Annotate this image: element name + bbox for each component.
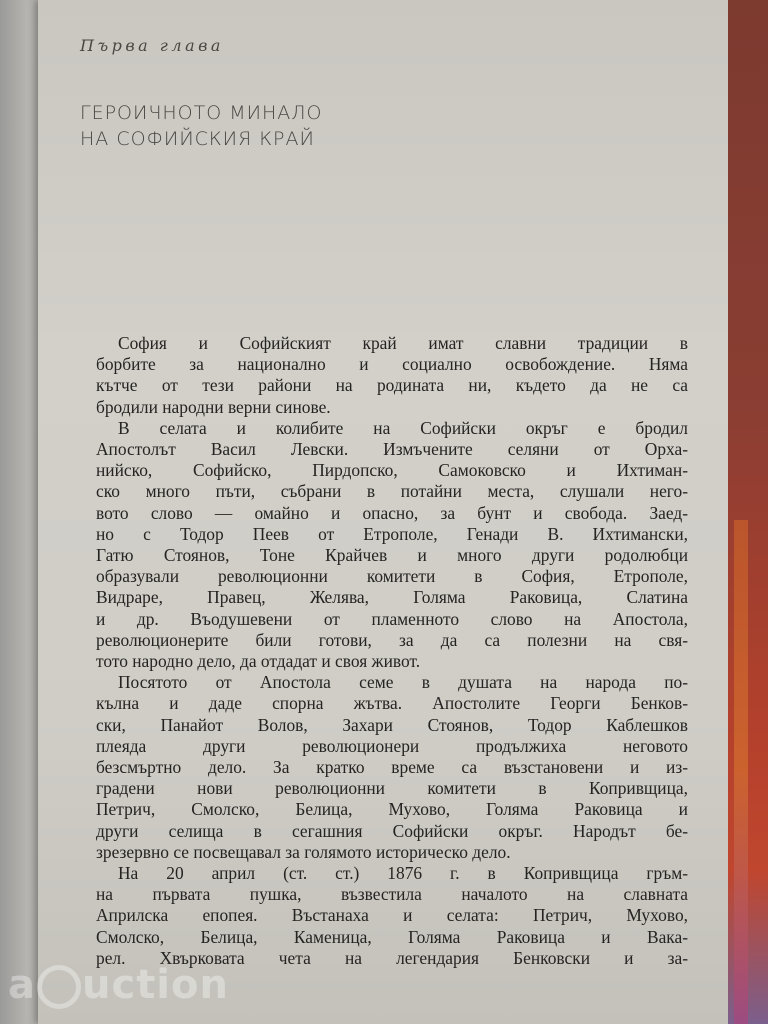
text-line: зрезервно се посвещавал за голямото историческо дело. xyxy=(96,841,511,862)
text-line: нийско, Софийско, Пирдопско, Самоковско и Ихтиман- xyxy=(96,460,688,481)
text-line: Посятото от Апостола семе в душата на народа по- xyxy=(118,672,688,693)
chapter-label: Първа глава xyxy=(80,36,224,55)
text-line: безсмъртно дело. За кратко време са възстановени и из- xyxy=(96,757,688,778)
text-line: Видраре, Правец, Желява, Голяма Раковица, Слатина xyxy=(96,587,688,608)
text-line: образували революционни комитети в София, Етрополе, xyxy=(96,566,688,587)
text-line: и др. Въодушевени от пламенното слово на Апостола, xyxy=(96,608,688,629)
watermark-text-start: a xyxy=(8,962,36,1008)
cover-stripe xyxy=(734,520,748,1024)
text-line: ски, Панайот Волов, Захари Стоянов, Тодор Каблешков xyxy=(96,714,688,735)
text-line: плеяда други революционери продължиха неговото xyxy=(96,735,688,756)
text-line: ско много пъти, събрани в потайни места, слушали него- xyxy=(96,481,688,502)
text-line: бродили народни верни синове. xyxy=(96,396,331,417)
chapter-title xyxy=(80,100,322,152)
text-line: кълна и даде спорна жътва. Апостолите Георги Бенков- xyxy=(96,693,688,714)
text-line: други селища в сегашния Софийски окръг. Народът бе- xyxy=(96,820,688,841)
text-line: кътче от тези райони на родината ни, където да не са xyxy=(96,375,688,396)
text-line: градени нови революционни комитети в Копривщица, xyxy=(96,778,688,799)
text-line: Апостолът Васил Левски. Измъчените селяни от Орха- xyxy=(96,439,688,460)
text-line: В селата и колибите на Софийски окръг е бродил xyxy=(118,417,688,438)
text-line: тото народно дело, да отдадат и своя живот. xyxy=(96,651,421,672)
body-text xyxy=(96,333,688,969)
book-page xyxy=(38,0,746,1024)
text-line: рел. Хвърковата чета на легендария Бенковски и за- xyxy=(96,947,688,968)
text-line: но с Тодор Пеев от Етрополе, Генади В. Ихтимански, xyxy=(96,523,688,544)
text-line: Априлска епопея. Въстанаха и селата: Петрич, Мухово, xyxy=(96,905,688,926)
chapter-title-line: НА СОФИЙСКИЯ КРАЙ xyxy=(80,128,315,150)
watermark-logo xyxy=(8,962,229,1009)
text-line: Смолско, Белица, Каменица, Голяма Раковица и Вака- xyxy=(96,926,688,947)
text-line: Петрич, Смолско, Белица, Мухово, Голяма Раковица и xyxy=(96,799,688,820)
watermark-text-end: uction xyxy=(82,962,229,1008)
text-line: вото слово — омайно и опасно, за бунт и свобода. Заед- xyxy=(96,502,688,523)
chapter-title-line: ГЕРОИЧНОТО МИНАЛО xyxy=(80,102,323,124)
text-line: на първата пушка, възвестила началото на славната xyxy=(96,884,688,905)
text-line: София и Софийският край имат славни традиции в xyxy=(118,333,688,353)
text-line: борбите за национално и социално освобождение. Няма xyxy=(96,354,688,375)
watermark-ring-icon xyxy=(37,965,81,1009)
text-line: Гатю Стоянов, Тоне Крайчев и много други родолюбци xyxy=(96,545,688,566)
book-cover-edge xyxy=(728,0,768,1024)
text-line: На 20 април (ст. ст.) 1876 г. в Копривщица гръм- xyxy=(118,863,688,884)
text-line: революционерите били готови, за да са полезни на свя- xyxy=(96,629,688,650)
